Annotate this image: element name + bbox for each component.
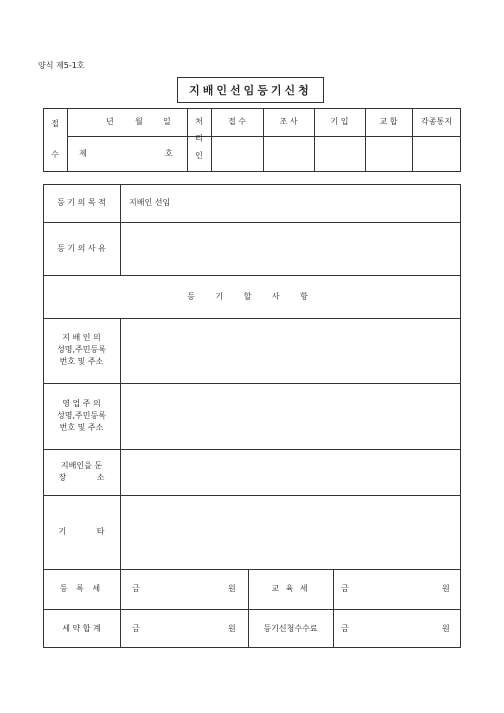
form-title: 지배인선임등기신청	[177, 77, 324, 103]
col-notice: 각종통지	[421, 117, 452, 126]
edu-tax-unit: 원	[442, 584, 450, 593]
date-year-label: 년	[106, 117, 114, 126]
edu-tax-label: 교 육 세	[271, 584, 310, 593]
divider	[43, 275, 461, 276]
col-check: 교 합	[379, 117, 398, 126]
divider	[67, 108, 68, 172]
purpose-value: 지배인 선임	[129, 198, 171, 207]
reg-tax-prefix: 금	[132, 584, 140, 593]
owner-label-line: 번호 및 주소	[59, 423, 104, 432]
tax-total-unit: 원	[228, 624, 236, 633]
divider	[43, 318, 461, 319]
fee-prefix: 금	[341, 624, 349, 633]
receipt-no-prefix: 제	[79, 149, 87, 158]
matters-header: 등 기 할 사 항	[187, 292, 317, 301]
fee-label: 등기신청수수료	[263, 624, 318, 633]
divider	[248, 569, 249, 648]
divider	[43, 383, 461, 384]
tax-total-prefix: 금	[132, 624, 140, 633]
divider	[120, 184, 121, 275]
reception-side-label: 접	[51, 119, 59, 128]
divider	[43, 609, 461, 610]
col-receipt: 접 수	[228, 117, 246, 126]
processing-label: 리	[195, 134, 203, 143]
col-entry: 기 입	[330, 117, 349, 126]
manager-label-line: 번호 및 주소	[59, 357, 104, 366]
owner-label-line: 영 업 주 의	[62, 399, 101, 408]
processing-label: 처	[195, 117, 203, 126]
manager-label-line: 지 배 인 의	[62, 333, 101, 342]
divider	[333, 569, 334, 648]
edu-tax-prefix: 금	[341, 584, 349, 593]
place-label-line: 지배인을 둔	[60, 461, 103, 470]
cause-label: 등 기 의 사 유	[57, 244, 106, 253]
divider	[43, 569, 461, 570]
fee-unit: 원	[442, 624, 450, 633]
tax-total-label: 세 약 합 계	[62, 624, 101, 633]
manager-label-line: 성명,주민등록	[57, 345, 106, 354]
divider	[67, 136, 461, 137]
date-day-label: 일	[163, 117, 171, 126]
divider	[43, 449, 461, 450]
place-label-line: 장 소	[58, 473, 105, 482]
purpose-label: 등 기 의 목 적	[57, 198, 106, 207]
divider	[120, 318, 121, 648]
etc-label: 기 타	[58, 527, 105, 536]
date-month-label: 월	[135, 117, 143, 126]
receipt-no-suffix: 호	[165, 149, 173, 158]
reg-tax-unit: 원	[228, 584, 236, 593]
processing-label: 인	[195, 151, 203, 160]
divider	[43, 495, 461, 496]
reg-tax-label: 등 록 세	[59, 584, 104, 593]
divider	[43, 222, 461, 223]
col-review: 조 사	[279, 117, 298, 126]
reception-side-label: 수	[51, 150, 59, 159]
owner-label-line: 성명,주민등록	[57, 411, 106, 420]
form-number: 양식 제5-1호	[38, 61, 85, 70]
